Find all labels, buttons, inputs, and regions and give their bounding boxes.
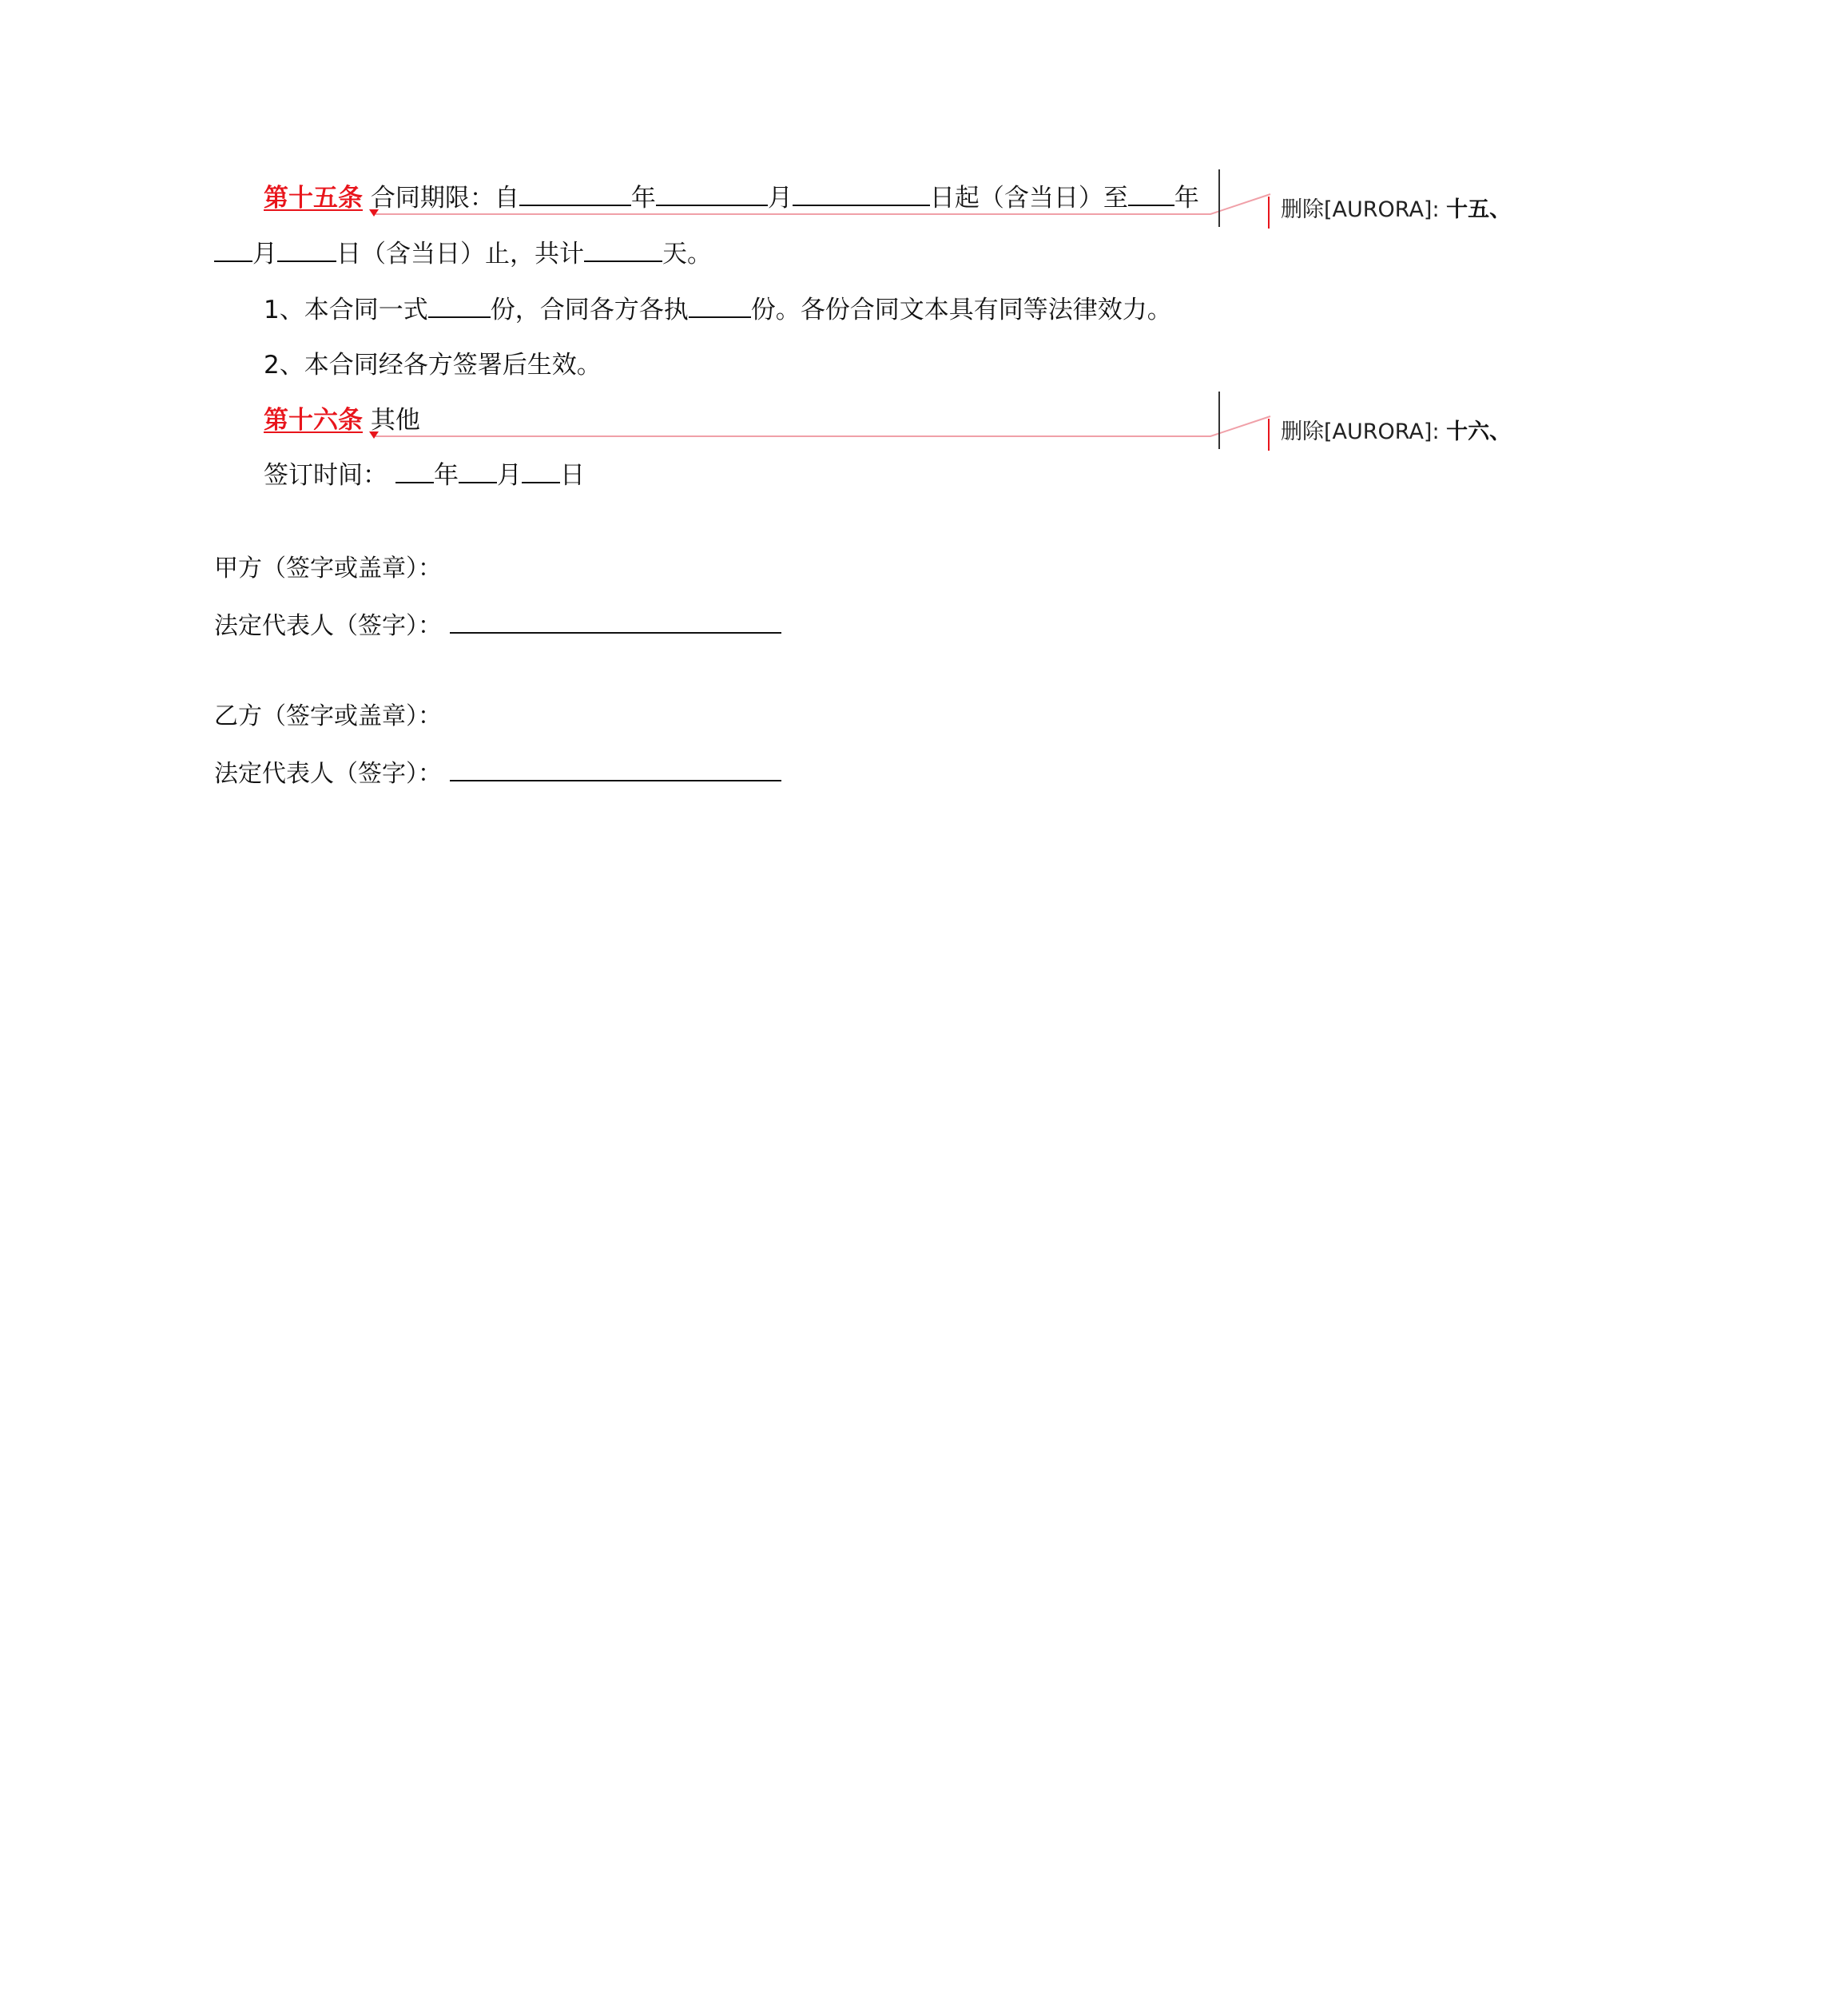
comment-author-15: 删除[AURORA]:: [1281, 197, 1447, 222]
blank-start-month[interactable]: [656, 182, 768, 206]
blank-start-year[interactable]: [519, 182, 631, 206]
month-label: 月: [767, 184, 793, 213]
clause-1: [264, 294, 1172, 326]
blank-copies[interactable]: [428, 294, 491, 318]
blank-sign-month[interactable]: [459, 459, 497, 483]
change-bar-16: [1218, 392, 1220, 449]
clause-1-prefix: 1、本合同一式: [264, 296, 428, 324]
clause-2-text: 2、本合同经各方签署后生效。: [264, 351, 602, 380]
party-b-signature-field[interactable]: [450, 756, 781, 781]
insertion-caret-15: [369, 209, 379, 217]
comment-balloon-16[interactable]: [1281, 419, 1511, 446]
comment-deleted-text-16: 十六、: [1446, 420, 1512, 444]
end-month-label: 月: [252, 240, 277, 268]
signing-time-label: 签订时间：: [264, 461, 387, 490]
party-b-rep-label: 法定代表人（签字）：: [214, 760, 442, 788]
clause-1-mid: 份，合同各方各执: [490, 296, 689, 324]
blank-start-day[interactable]: [793, 182, 930, 206]
party-a-line: [214, 553, 442, 585]
clause-1-suffix: 份。各份合同文本具有同等法律效力。: [750, 296, 1172, 324]
party-a-signature-field[interactable]: [450, 608, 781, 634]
signing-time-line: [264, 459, 585, 491]
end-year-label: 年: [1174, 184, 1199, 213]
clause-2: [264, 349, 602, 381]
party-b-line: [214, 701, 442, 733]
change-bar-15: [1218, 169, 1220, 227]
article-16-text: 其他: [370, 406, 420, 435]
comment-balloon-bar-15: [1268, 197, 1270, 229]
blank-sign-year[interactable]: [395, 459, 434, 483]
comment-deleted-text-15: 十五、: [1446, 197, 1512, 222]
party-b-rep-line: [214, 756, 781, 790]
blank-sign-day[interactable]: [522, 459, 560, 483]
blank-end-year[interactable]: [1128, 182, 1174, 206]
day-from-label: 日起（含当日）至: [929, 184, 1128, 213]
insertion-caret-16: [369, 431, 379, 439]
article-16-line: [264, 404, 420, 436]
party-a-label: 甲方（签字或盖章）：: [214, 555, 442, 583]
days-label: 天。: [662, 240, 712, 268]
article-15-term-text: 合同期限：自: [370, 184, 519, 213]
blank-total-days[interactable]: [584, 238, 662, 262]
party-a-rep-label: 法定代表人（签字）：: [214, 612, 442, 640]
comment-balloon-15[interactable]: [1281, 197, 1511, 224]
comment-balloon-bar-16: [1268, 419, 1270, 451]
end-day-label: 日（含当日）止，共计: [336, 240, 584, 268]
party-a-rep-line: [214, 608, 781, 642]
article-15-line-2: [214, 238, 712, 270]
blank-end-month[interactable]: [214, 238, 252, 262]
sign-year-label: 年: [434, 461, 459, 490]
year-label: 年: [630, 184, 656, 213]
comment-author-16: 删除[AURORA]:: [1281, 420, 1447, 444]
party-b-label: 乙方（签字或盖章）：: [214, 702, 442, 730]
sign-day-label: 日: [560, 461, 585, 490]
blank-each-copies[interactable]: [689, 294, 751, 318]
comment-connector-16: [376, 416, 1270, 436]
blank-end-day[interactable]: [277, 238, 336, 262]
inserted-article-15-label[interactable]: 第十五条: [264, 184, 363, 213]
inserted-article-16-label[interactable]: 第十六条: [264, 406, 363, 435]
article-15-line-1: [264, 182, 1199, 214]
sign-month-label: 月: [497, 461, 522, 490]
